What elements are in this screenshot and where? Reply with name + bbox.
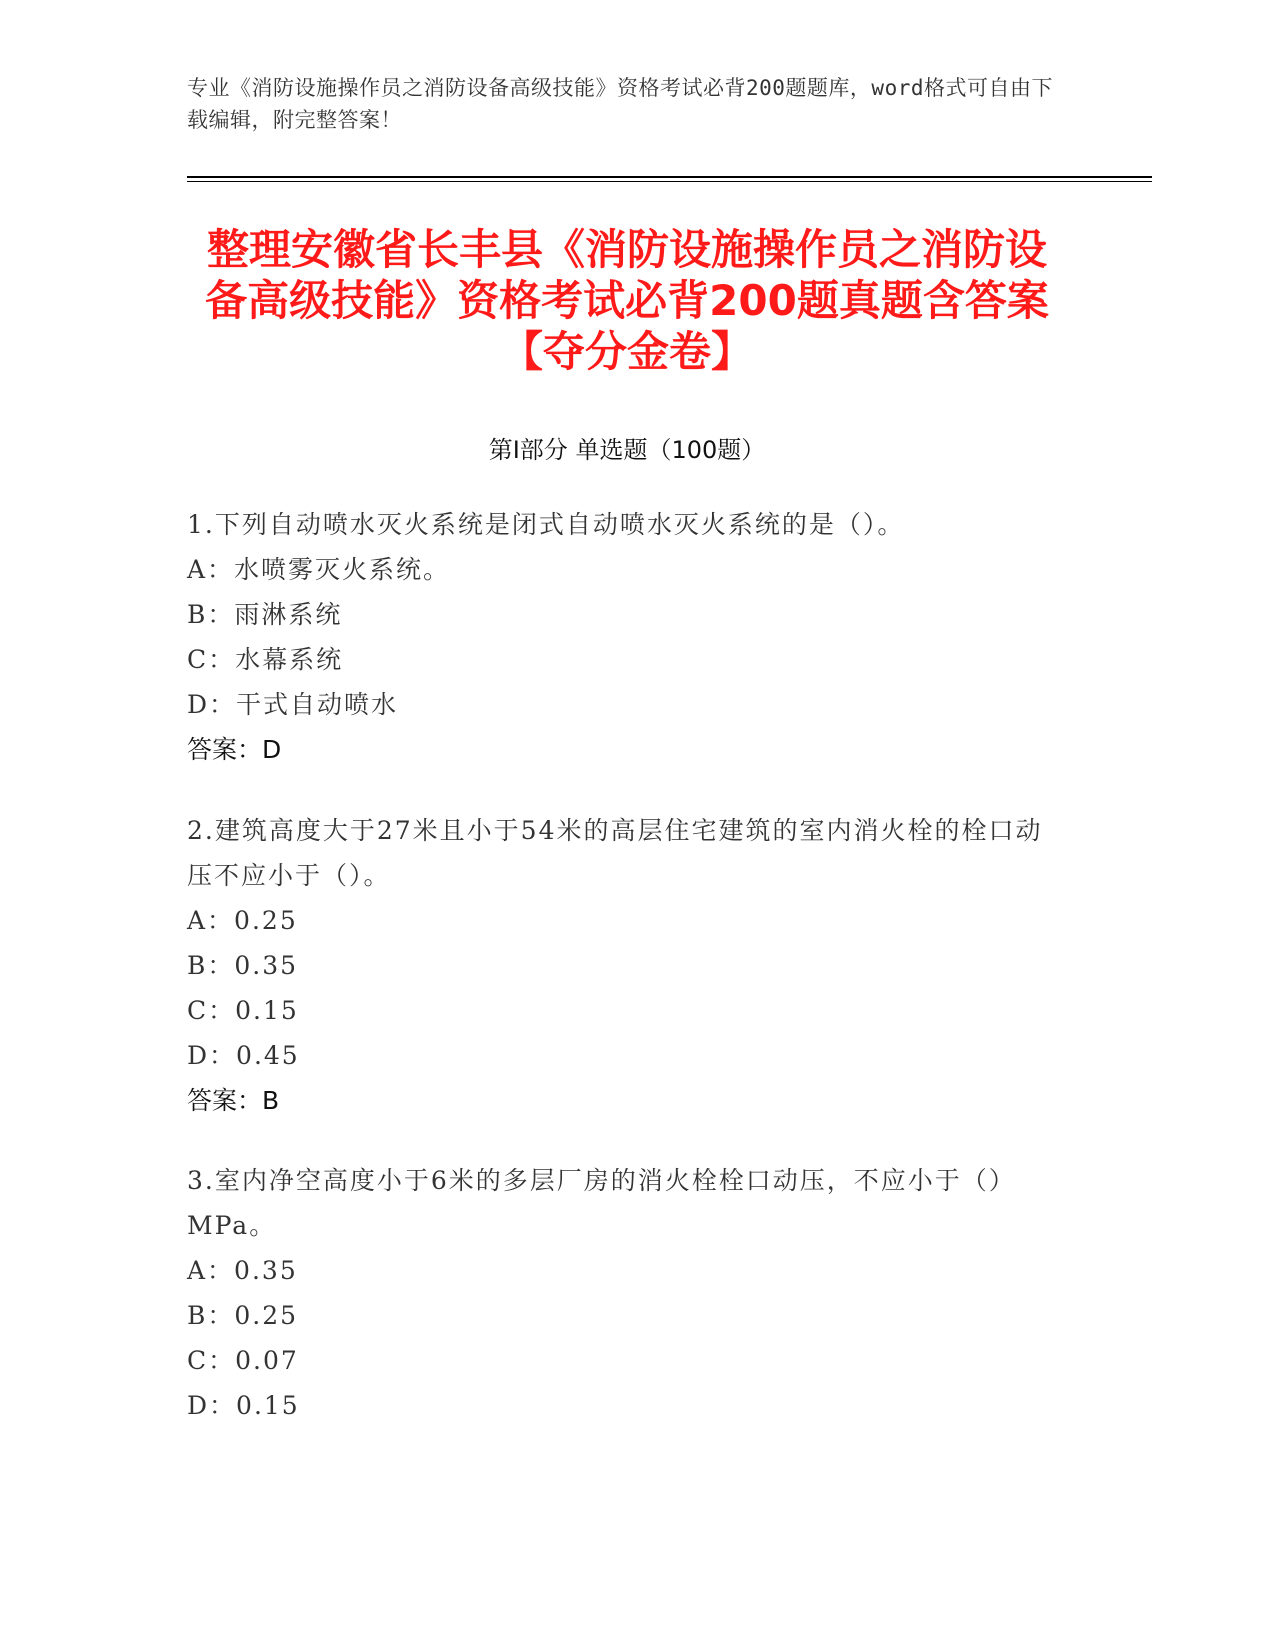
answer: 答案：B <box>187 1086 280 1115</box>
header-note: 专业《消防设施操作员之消防设备高级技能》资格考试必背200题题库，word格式可自由下载编辑，附完整答案！ <box>187 76 1053 132</box>
question-stem: 2.建筑高度大于27米且小于54米的高层住宅建筑的室内消火栓的栓口动压不应小于（）。 <box>187 816 1043 890</box>
question-stem: 3.室内净空高度小于6米的多层厂房的消火栓栓口动压，不应小于（）MPa。 <box>187 1166 1016 1240</box>
section-title: 第Ⅰ部分 单选题（100题） <box>488 436 766 464</box>
option-c: C：0.15 <box>187 996 299 1025</box>
answer: 答案：D <box>187 735 282 764</box>
option-c: C：水幕系统 <box>187 645 344 674</box>
question-1 <box>187 502 1067 772</box>
question-stem: 1.下列自动喷水灭火系统是闭式自动喷水灭火系统的是（）。 <box>187 510 905 539</box>
header-divider-thick <box>187 176 1152 178</box>
option-b: B：0.25 <box>187 1301 299 1330</box>
option-b: B：0.35 <box>187 951 299 980</box>
document-title: 整理安徽省长丰县《消防设施操作员之消防设备高级技能》资格考试必背200题真题含答案【夺分金卷】 <box>205 225 1049 376</box>
option-d: D：干式自动喷水 <box>187 690 399 719</box>
question-3 <box>187 1158 1067 1428</box>
option-d: D：0.45 <box>187 1041 300 1070</box>
option-a: A：0.35 <box>187 1256 298 1285</box>
option-d: D：0.15 <box>187 1391 300 1420</box>
option-b: B：雨淋系统 <box>187 600 343 629</box>
option-a: A：0.25 <box>187 906 298 935</box>
header-divider-thin <box>187 181 1152 182</box>
question-2 <box>187 808 1067 1123</box>
option-c: C：0.07 <box>187 1346 299 1375</box>
option-a: A：水喷雾灭火系统。 <box>187 555 451 584</box>
